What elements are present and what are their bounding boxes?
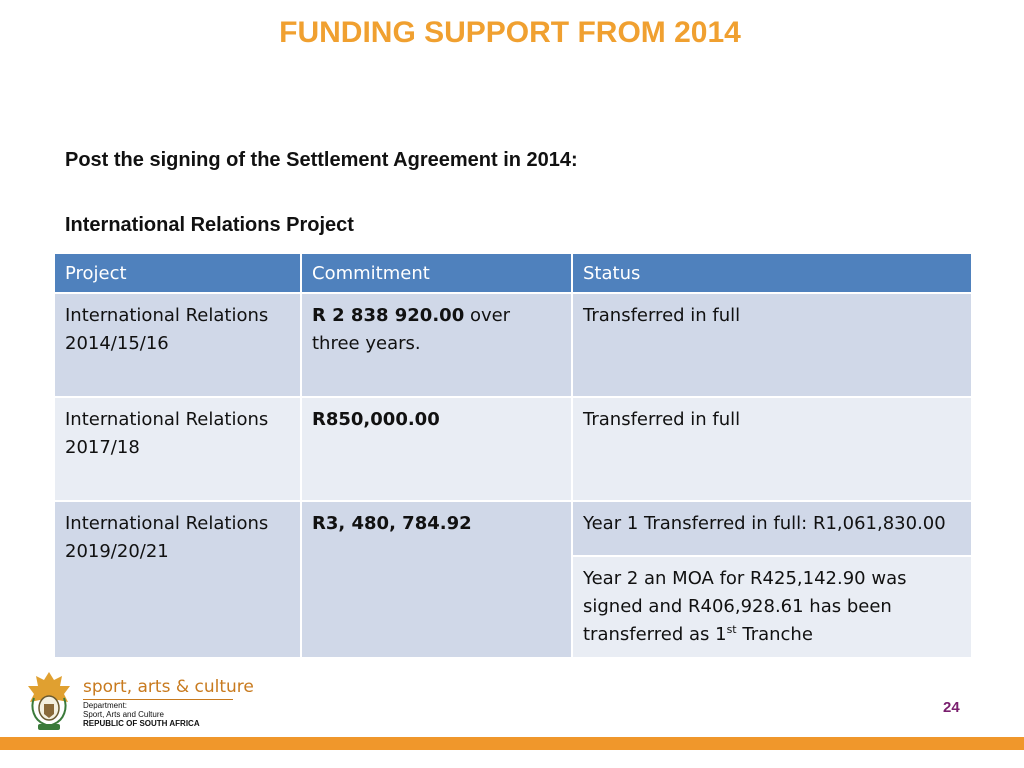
- project-period: 2014/15/16: [65, 333, 169, 354]
- project-cell: [55, 293, 301, 397]
- status-cell: Transferred in full: [572, 397, 972, 501]
- table-row: [55, 293, 972, 397]
- status-text-end: Tranche: [736, 624, 813, 645]
- dept-line: Department:: [83, 701, 128, 710]
- commitment-note: over three years.: [312, 305, 511, 354]
- footer-bar: [0, 737, 1024, 750]
- table-row: [55, 397, 972, 501]
- dept-line: Sport, Arts and Culture: [83, 710, 164, 719]
- section-heading: International Relations Project: [65, 214, 354, 236]
- commitment-amount: R 2 838 920.00: [312, 305, 465, 326]
- project-name: International Relations: [65, 305, 269, 326]
- funding-table: [55, 254, 973, 659]
- project-cell: [55, 397, 301, 501]
- table-header-row: [55, 254, 972, 293]
- project-cell: [55, 501, 301, 658]
- page-number: 24: [943, 699, 960, 716]
- project-period: 2017/18: [65, 437, 140, 458]
- project-name: International Relations: [65, 409, 269, 430]
- project-name: International Relations: [65, 513, 269, 534]
- department-block: [83, 701, 200, 728]
- status-cell-year1: Year 1 Transferred in full: R1,061,830.00: [572, 501, 972, 556]
- table-row: [55, 501, 972, 556]
- project-period: 2019/20/21: [65, 541, 169, 562]
- status-superscript: st: [726, 623, 737, 636]
- slide-title: FUNDING SUPPORT FROM 2014: [279, 16, 741, 49]
- brand-divider: [83, 699, 233, 700]
- commitment-cell: [301, 397, 572, 501]
- header-status: Status: [572, 254, 972, 293]
- subtitle: Post the signing of the Settlement Agreement in 2014:: [65, 149, 578, 171]
- status-cell-year2: [572, 556, 972, 658]
- status-cell: Transferred in full: [572, 293, 972, 397]
- commitment-cell: [301, 501, 572, 658]
- header-commitment: Commitment: [301, 254, 572, 293]
- brand-name: sport, arts & culture: [83, 677, 254, 697]
- coat-of-arms-logo: [24, 668, 74, 732]
- commitment-amount: R3, 480, 784.92: [312, 513, 472, 534]
- commitment-amount: R850,000.00: [312, 409, 440, 430]
- status-text: Year 2 an MOA for R425,142.90 was signed and R406,928.61 has been transferred as 1: [583, 568, 907, 645]
- header-project: Project: [55, 254, 301, 293]
- dept-country: REPUBLIC OF SOUTH AFRICA: [83, 719, 200, 728]
- commitment-cell: [301, 293, 572, 397]
